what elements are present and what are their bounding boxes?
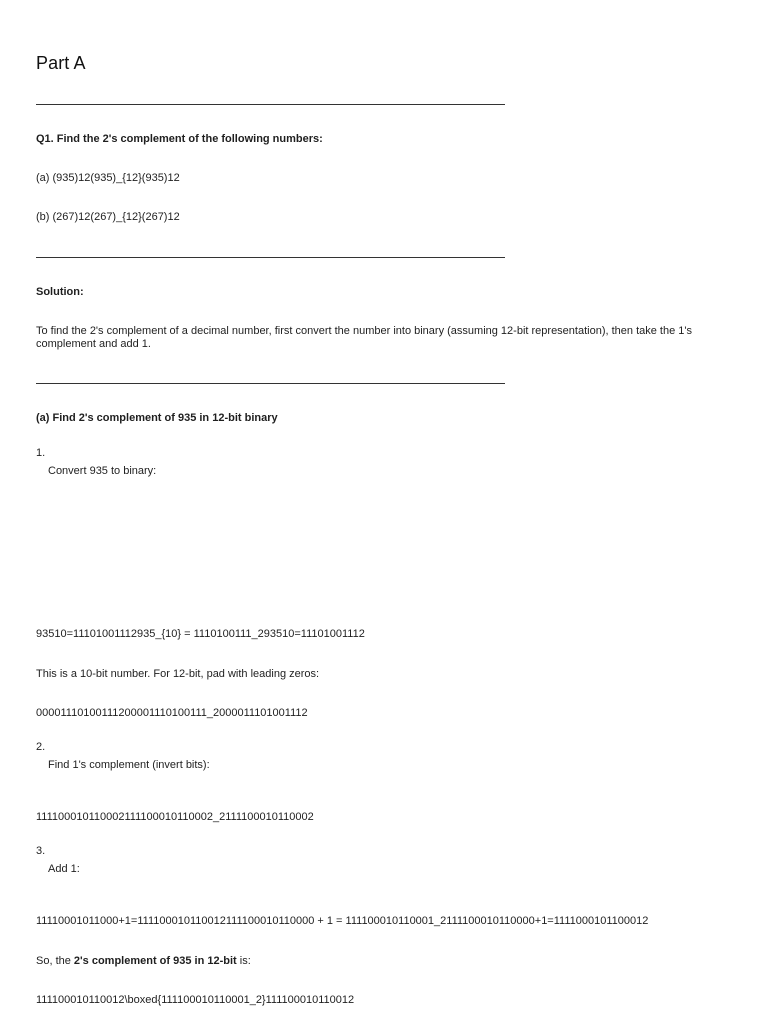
divider <box>36 104 505 105</box>
result-sentence <box>36 955 251 968</box>
solution-intro: To find the 2's complement of a decimal number, first convert the number into binary (assuming 12-bit representation), then take the 1's complement and add 1. <box>36 325 692 350</box>
step-3-text: Add 1: <box>48 863 80 875</box>
step-1-number: 1. <box>36 447 46 459</box>
equation-add-one: 11110001011000+1=111100010110012111100010110000 + 1 = 111100010110001_2111100010110000+1=1111000101100012 <box>36 915 649 927</box>
solution-label: Solution: <box>36 286 84 298</box>
equation-result: 111100010110012\boxed{111100010110001_2}111100010110012 <box>36 994 355 1006</box>
divider <box>36 257 505 258</box>
question-part-b: (b) (267)12(267)_{12}(267)12 <box>36 211 180 223</box>
equation-935-binary: 93510=11101001112935_{10} = 1110100111_293510=11101001112 <box>36 628 365 640</box>
page-title: Part A <box>36 53 86 73</box>
result-suffix: is: <box>236 955 251 967</box>
divider <box>36 383 505 384</box>
result-emphasis: 2's complement of 935 in 12-bit <box>73 955 237 967</box>
question-title: Q1. Find the 2's complement of the following numbers: <box>36 133 323 145</box>
step-2-number: 2. <box>36 741 46 753</box>
equation-ones-complement: 111100010110002111100010110002_2111100010110002 <box>36 811 314 823</box>
equation-padded: 00001110100111200001110100111_2000011101001112 <box>36 707 308 719</box>
pad-note: This is a 10-bit number. For 12-bit, pad with leading zeros: <box>36 668 320 680</box>
step-2-text: Find 1's complement (invert bits): <box>48 759 210 771</box>
step-1-text: Convert 935 to binary: <box>48 465 157 477</box>
section-a-title: (a) Find 2's complement of 935 in 12-bit binary <box>36 412 278 424</box>
step-3-number: 3. <box>36 845 46 857</box>
result-prefix: So, the <box>36 955 74 967</box>
question-part-a: (a) (935)12(935)_{12}(935)12 <box>36 172 180 184</box>
